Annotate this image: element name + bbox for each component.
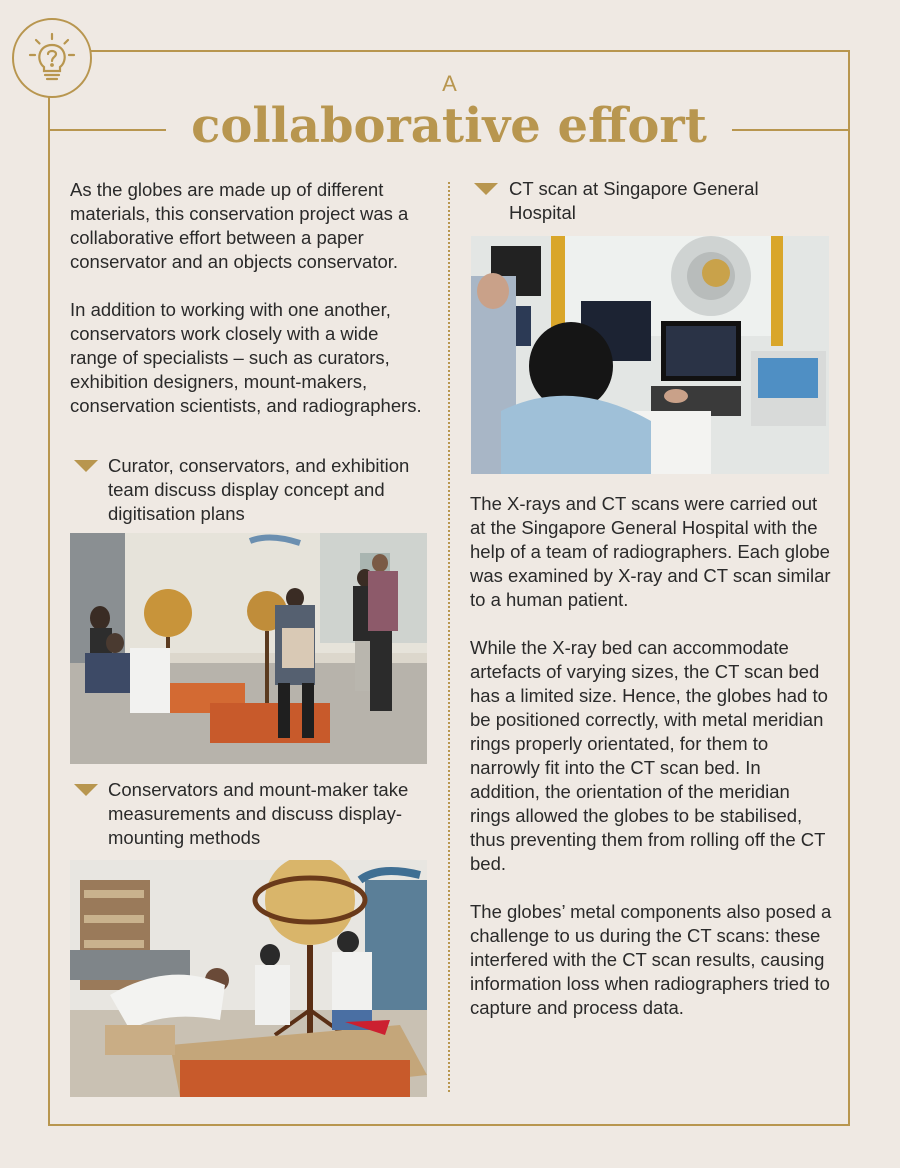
page-title: [48, 96, 850, 156]
photo-display-discussion: [70, 533, 427, 764]
caption-ct-scan: CT scan at Singapore General Hospital: [509, 178, 759, 223]
caption-mounting-methods: Conservators and mount-maker take measurements and discuss display-mounting methods: [108, 779, 409, 848]
right-paragraph-1: The X-rays and CT scans were carried out at the Singapore General Hospital with the help of a team of radiographers. Each globe was examined by X-ray and CT scan similar to a human patient.: [470, 493, 831, 610]
page-title-text: collaborative effort: [177, 98, 721, 154]
caption-triangle-icon: [74, 784, 98, 796]
title-kicker: A: [442, 71, 458, 96]
right-paragraph-3: The globes’ metal components also posed a challenge to us during the CT scans: these interfered with the CT scan results, causing information loss when radiographers tried to capture and process data.: [470, 901, 832, 1018]
column-divider: [448, 182, 450, 1092]
photo-ct-scan: [471, 236, 829, 474]
title-kicker-wrap: [0, 72, 900, 96]
caption-triangle-icon: [74, 460, 98, 472]
left-column: [70, 178, 430, 418]
left-paragraph-1: As the globes are made up of different materials, this conservation project was a collaborative effort between a paper conservator and an objects conservator.: [70, 179, 409, 272]
photo-mounting-measurements: [70, 860, 427, 1097]
caption-triangle-icon: [474, 183, 498, 195]
left-paragraph-2: In addition to working with one another, conservators work closely with a wide range of specialists – such as curators, exhibition designers, mount-makers, conservation scientists, and radiographers.: [70, 299, 422, 416]
right-paragraph-2: While the X-ray bed can accommodate artefacts of varying sizes, the CT scan bed has a limited size. Hence, the globes had to be positioned correctly, with metal meridian rings properly orientated, for them to narrowly fit into the CT scan bed. In addition, the orientation of the meridian rings allowed the globes to be stabilised, thus preventing them from rolling off the CT bed.: [470, 637, 828, 874]
caption-display-concept: Curator, conservators, and exhibition team discuss display concept and digitisation plans: [108, 455, 410, 524]
title-row: [48, 96, 850, 156]
right-column: [470, 492, 832, 1020]
